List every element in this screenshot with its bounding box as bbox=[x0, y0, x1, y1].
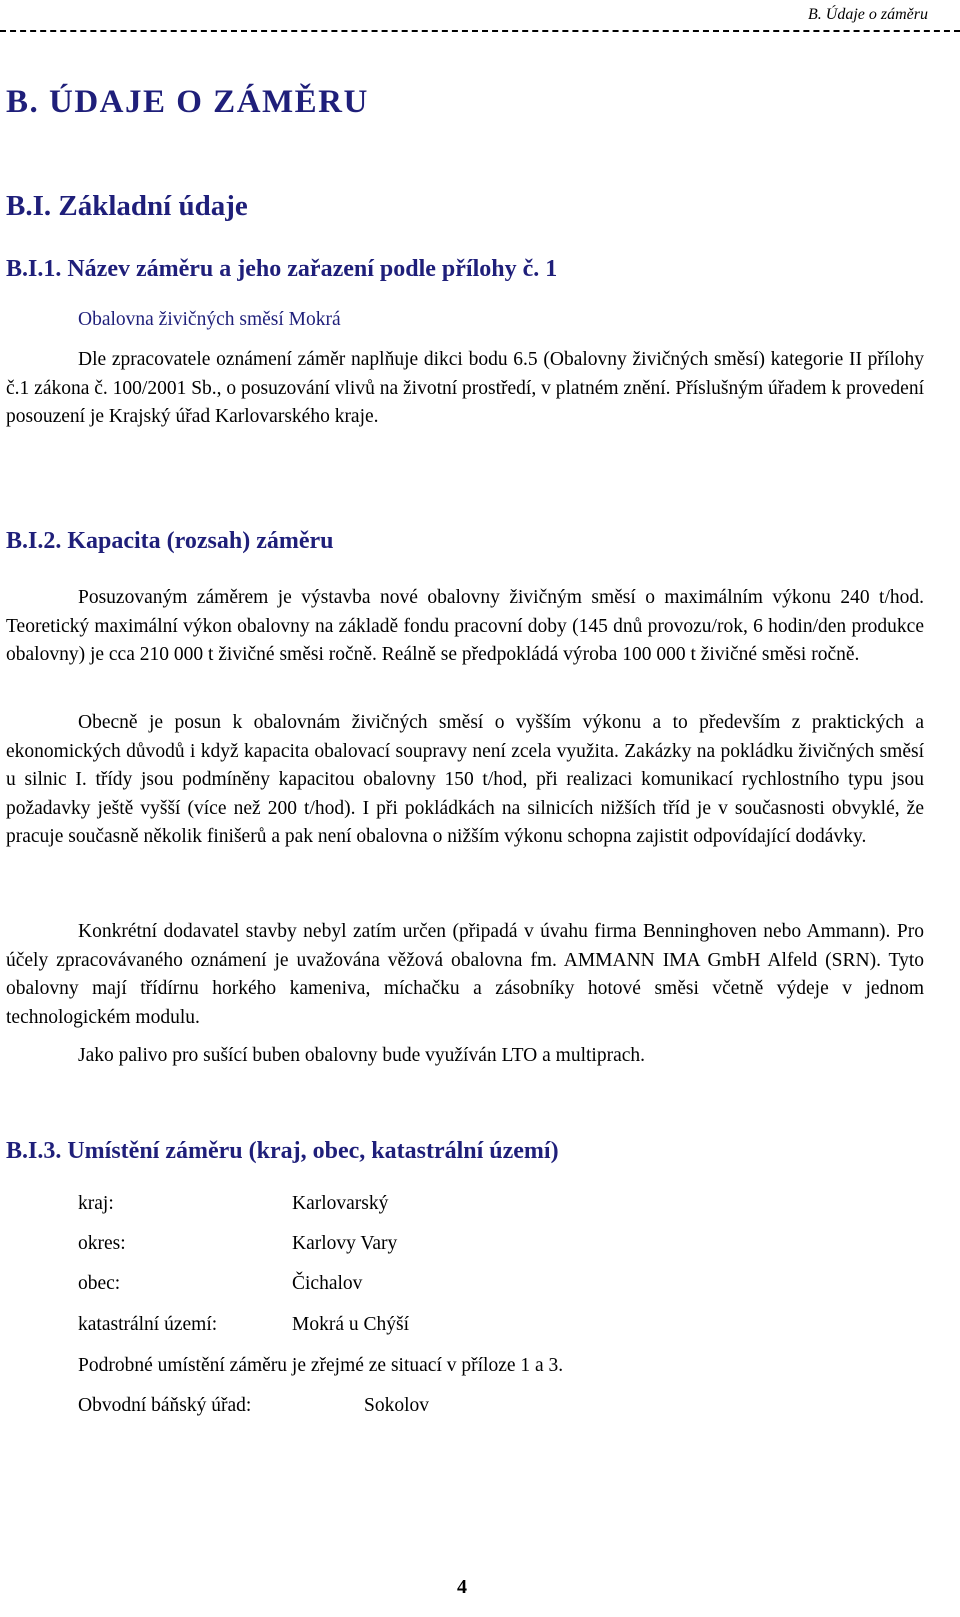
location-label-okres: okres: bbox=[78, 1233, 126, 1254]
chapter-title: B. ÚDAJE O ZÁMĚRU bbox=[6, 84, 369, 120]
section-title: B.I. Základní údaje bbox=[6, 190, 248, 222]
header-divider bbox=[0, 30, 960, 32]
capacity-paragraph-4: Jako palivo pro sušící buben obalovny bude využíván LTO a multiprach. bbox=[78, 1045, 646, 1066]
location-value-obec: Čichalov bbox=[292, 1273, 363, 1294]
page-number: 4 bbox=[457, 1576, 467, 1598]
mining-office-value: Sokolov bbox=[364, 1395, 430, 1416]
running-header: B. Údaje o záměru bbox=[808, 6, 928, 23]
subsection-3-heading: B.I.3. Umístění záměru (kraj, obec, katastrální území) bbox=[6, 1138, 559, 1164]
location-label-katastr: katastrální území: bbox=[78, 1314, 218, 1335]
capacity-paragraph-3: Konkrétní dodavatel stavby nebyl zatím určen (připadá v úvahu firma Benninghoven nebo Ammann). Pro účely zpracovávaného oznámení je uvažována věžová obalovna fm. AMMANN IMA GmbH Alfeld (SRN). Tyto obalovny mají třídírnu horkého kameniva, míchačku a zásobníky hotové směsi včetně výdeje v jednom technologickém modulu. bbox=[6, 921, 924, 1028]
subsection-1-heading: B.I.1. Název záměru a jeho zařazení podle přílohy č. 1 bbox=[6, 256, 558, 282]
location-value-katastr: Mokrá u Chýší bbox=[292, 1314, 409, 1335]
location-note: Podrobné umístění záměru je zřejmé ze situací v příloze 1 a 3. bbox=[78, 1355, 564, 1376]
location-value-okres: Karlovy Vary bbox=[292, 1233, 398, 1254]
location-value-kraj: Karlovarský bbox=[292, 1193, 389, 1214]
mining-office-label: Obvodní báňský úřad: bbox=[78, 1395, 252, 1416]
subsection-2-heading: B.I.2. Kapacita (rozsah) záměru bbox=[6, 528, 334, 554]
location-label-kraj: kraj: bbox=[78, 1193, 114, 1214]
capacity-paragraph-1: Posuzovaným záměrem je výstavba nové obalovny živičným směsí o maximálním výkonu 240 t/hod. Teoretický maximální výkon obalovny na základě fondu pracovní doby (145 dnů provozu/rok, 6 hodin/den produkce obalovny) je cca 210 000 t živičné směsi ročně. Reálně se předpokládá výroba 100 000 t živičné směsi ročně. bbox=[6, 587, 924, 665]
classification-paragraph: Dle zpracovatele oznámení záměr naplňuje dikci bodu 6.5 (Obalovny živičných směsí) kategorie II přílohy č.1 zákona č. 100/2001 Sb., o posuzování vlivů na životní prostředí, v platném znění. Příslušným úřadem k provedení posouzení je Krajský úřad Karlovarského kraje. bbox=[6, 349, 924, 427]
project-name: Obalovna živičných směsí Mokrá bbox=[78, 309, 341, 330]
location-label-obec: obec: bbox=[78, 1273, 121, 1294]
capacity-paragraph-2: Obecně je posun k obalovnám živičných směsí o vyšším výkonu a to především z praktických a ekonomických důvodů i když kapacita obalovací soupravy není zcela využita. Zakázky na pokládku živičných směsí u silnic I. třídy jsou podmíněny kapacitou obalovny 150 t/hod, při realizaci komunikací rychlostního typu jsou požadavky ještě vyšší (více než 200 t/hod). I při pokládkách na silnicích nižších tříd je v současnosti obvyklé, že pracuje současně několik finišerů a pak není obalovna o nižším výkonu schopna zajistit odpovídající dodávky. bbox=[6, 712, 924, 847]
